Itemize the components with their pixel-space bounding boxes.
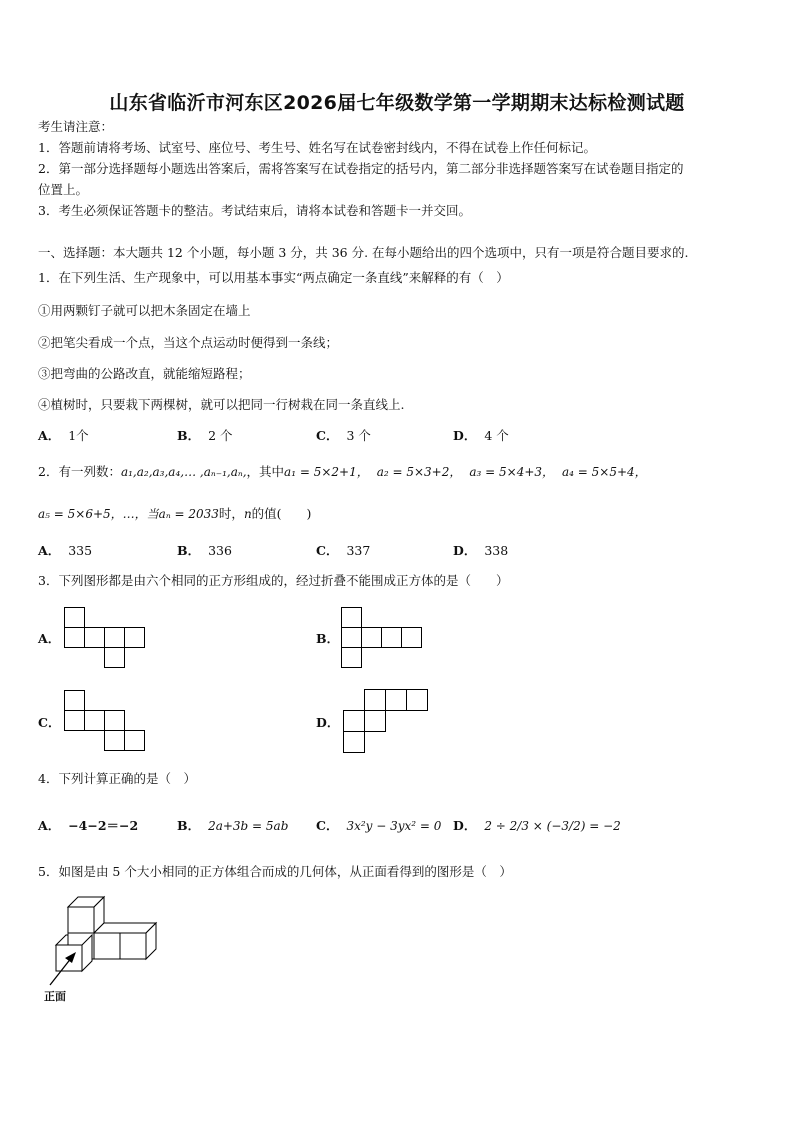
- q2-eq3: a₃ = 5×4+3，: [469, 465, 555, 479]
- q2-line-1: [38, 462, 647, 482]
- q2-option-c[interactable]: C． 337: [316, 543, 371, 558]
- q5-front-label: 正面: [44, 990, 66, 1003]
- q4-stem: 4．下列计算正确的是（ ）: [38, 771, 196, 786]
- q1-stem: 1．在下列生活、生产现象中，可以用基本事实“两点确定一条直线”来解释的有（ ）: [38, 270, 509, 285]
- q2-option-a[interactable]: A． 335: [38, 543, 93, 558]
- q1-option-d[interactable]: D． 4 个: [453, 428, 509, 443]
- q2-tail2: 的值( ): [251, 506, 312, 521]
- q3-stem: 3．下列图形都是由六个相同的正方形组成的，经过折叠不能围成正方体的是（ ）: [38, 573, 509, 588]
- q4-option-d[interactable]: D． 2 ÷ 2/3 × (−3/2) = −2: [453, 818, 621, 833]
- q4-option-a[interactable]: A． −4−2＝−2: [38, 818, 139, 833]
- q3-option-a[interactable]: A．: [38, 631, 61, 646]
- q1-item-1: ①用两颗钉子就可以把木条固定在墙上: [38, 303, 251, 318]
- q2-eq1: a₁ = 5×2+1，: [284, 465, 369, 479]
- q2-sequence: a₁,a₂,a₃,a₄,… ,aₙ₋₁,aₙ,: [120, 465, 247, 479]
- notice-item-2: 2．第一部分选择题每小题选出答案后，需将答案写在试卷指定的括号内，第二部分非选择题答案写在试卷题目指定的: [38, 161, 684, 176]
- notice-item-3: 3．考生必须保证答题卡的整洁。考试结束后，请将本试卷和答题卡一并交回。: [38, 203, 471, 218]
- q3-option-c[interactable]: C．: [38, 715, 61, 730]
- q2-mid: ，其中: [246, 464, 285, 479]
- q2-tail1: 时，: [218, 506, 244, 521]
- q1-item-4: ④植树时，只要栽下两棵树，就可以把同一行树栽在同一条直线上.: [38, 397, 405, 412]
- q2-an: aₙ = 2033: [158, 507, 219, 521]
- q4-option-c[interactable]: C． 3x²y − 3yx² = 0: [316, 818, 442, 833]
- q1-option-b[interactable]: B． 2 个: [177, 428, 233, 443]
- q3-net-b: [341, 607, 431, 669]
- q1-option-c[interactable]: C． 3 个: [316, 428, 371, 443]
- q1-item-2: ②把笔尖看成一个点，当这个点运动时便得到一条线；: [38, 335, 339, 350]
- notice-item-1: 1．答题前请将考场、试室号、座位号、考生号、姓名写在试卷密封线内，不得在试卷上作任何标记。: [38, 140, 596, 155]
- q2-option-b[interactable]: B． 336: [177, 543, 232, 558]
- page-title: 山东省临沂市河东区2026届七年级数学第一学期期末达标检测试题: [109, 92, 685, 114]
- q3-option-b[interactable]: B．: [316, 631, 340, 646]
- q3-option-d[interactable]: D．: [316, 715, 340, 730]
- q1-item-3: ③把弯曲的公路改直，就能缩短路程；: [38, 366, 251, 381]
- q3-net-d: [343, 689, 433, 755]
- q2-eq5: a₅ = 5×6+5，…，当: [38, 507, 159, 521]
- q1-option-a[interactable]: A． 1个: [38, 428, 89, 443]
- notice-item-2-cont: 位置上。: [38, 182, 89, 197]
- q2-option-d[interactable]: D． 338: [453, 543, 509, 558]
- q2-n: n: [243, 507, 252, 521]
- section-heading: 一、选择题：本大题共 12 个小题，每小题 3 分，共 36 分. 在每小题给出的四个选项中，只有一项是符合题目要求的.: [38, 245, 689, 260]
- q2-eq2: a₂ = 5×3+2，: [376, 465, 462, 479]
- notice-heading: 考生请注意：: [38, 119, 114, 134]
- q3-net-a: [64, 607, 154, 669]
- q4-option-b[interactable]: B． 2a+3b = 5ab: [177, 818, 289, 833]
- q2-line-2: [38, 504, 311, 524]
- q2-prefix: 2．有一列数：: [38, 464, 121, 479]
- q5-stem: 5．如图是由 5 个大小相同的正方体组合而成的几何体，从正面看得到的图形是（ ）: [38, 864, 512, 879]
- q2-eq4: a₄ = 5×5+4，: [562, 465, 647, 479]
- q3-net-c: [64, 690, 154, 752]
